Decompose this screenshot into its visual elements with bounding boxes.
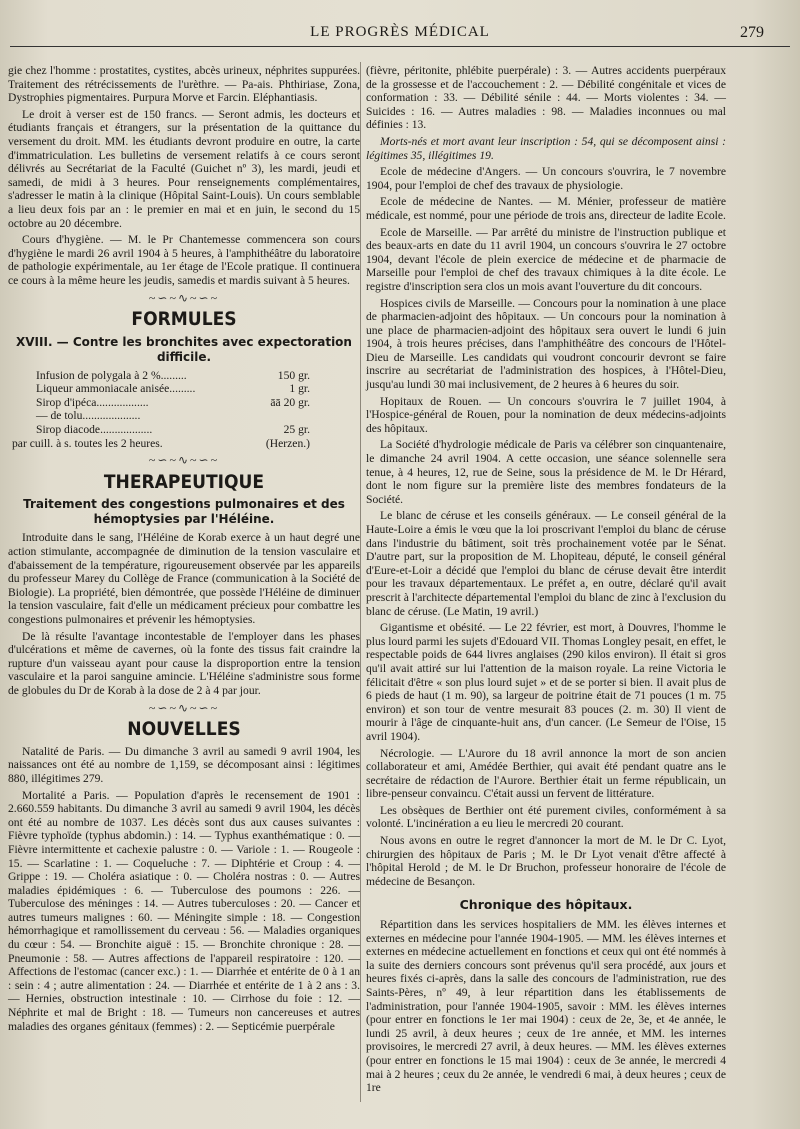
- section-title-therapeutique: THERAPEUTIQUE: [103, 470, 265, 493]
- left-column: [8, 64, 360, 1036]
- paragraph: Hospices civils de Marseille. — Concours pour la nomination à une place de pharmacien-adjoint des hôpitaux. — Un concours pour la nomination à une place de pharmacien-adjoint des hôpitaux sera ouvert le lundi 6 juin 1904, à trois heures précises, dans l'amphithéâtre des concours de l'Hôtel-Dieu de Marseille. Les candidats qui voudront concourir devront se faire inscrire au secrétariat de l'administration des hospices, à l'Hôtel-Dieu, jusqu'au lundi 30 mai inclusivement, de 2 heures à 6 heures du soir.: [366, 296, 726, 392]
- ingredient: Sirop diacode..................: [36, 423, 153, 437]
- paragraph: (fièvre, péritonite, phlébite puerpérale) : 3. — Autres accidents puerpéraux de la grossesse et de l'accouchement : 2. — Débilité congénitale et vices de conformation : 33. — Débilité sénile : 44. — Morts violentes : 34. — Suicides : 16. — Autres maladies : 98. — Maladies inconnues ou mal définies : 13.: [366, 64, 726, 132]
- posology: par cuill. à s. toutes les 2 heures.: [12, 436, 163, 450]
- dose: 25 gr.: [283, 423, 310, 437]
- ornament-divider: ~∽~∿~∽~: [148, 290, 220, 305]
- section-title-formules: FORMULES: [131, 308, 237, 331]
- author: (Herzen.): [265, 436, 310, 450]
- paragraph: Nous avons en outre le regret d'annoncer la mort de M. le Dr C. Lyot, chirurgien des hôpitaux de Paris ; M. le Dr Lyot venait d'être affecté à l'hôpital Herold ; de M. le Dr Bruchon, professeur honoraire de l'école de médecine de Besançon.: [366, 834, 726, 888]
- article-heading: Traitement des congestions pulmonaires et des hémoptysies par l'Héléine.: [23, 497, 345, 527]
- paragraph: Morts-nés et mort avant leur inscription : 54, qui se décomposent ainsi : légitimes 35, illégitimes 19.: [366, 134, 726, 162]
- column-divider: [360, 62, 361, 1102]
- paragraph: Les obsèques de Berthier ont été purement civiles, conformément à sa volonté. L'incinération a eu lieu le mercredi 20 courant.: [366, 803, 726, 831]
- ornament-divider: ~∽~∿~∽~: [148, 700, 220, 715]
- paragraph: Introduite dans le sang, l'Héléine de Korab exerce à un haut degré une action stimulante, accompagnée de diminution de la tension vasculaire et d'abaissement de la température, rigoureusement observée par les appareils du professeur Marey du Collège de France (communication à la Société de Biologie). La propriété, bien démontrée, que possède l'Héléine de diminuer la tension vasculaire, fait d'elle un médicament précieux pour combattre les congestions pulmonaires et prévenir les hémoptysies.: [8, 531, 360, 626]
- paragraph: Hopitaux de Rouen. — Un concours s'ouvrira le 7 juillet 1904, à l'Hospice-général de Rouen, pour la nomination de deux médecins-adjoints des hôpitaux.: [366, 394, 726, 435]
- paragraph: Cours d'hygiène. — M. le Pr Chantemesse commencera son cours d'hygiène le mardi 26 avril 1904 à 5 heures, à l'amphithéâtre du laboratoire de pathologie expérimentale, au 1er étage de l'Ecole pratique. Il continuera ce cours à la même heure les jeudis, samedis et mardis suivant à 5 heures.: [8, 233, 360, 287]
- formula-row: [8, 409, 360, 423]
- section-title-nouvelles: NOUVELLES: [127, 718, 241, 741]
- page-number: 279: [740, 24, 764, 41]
- header-rule: [10, 46, 790, 47]
- paragraph: La Société d'hydrologie médicale de Paris va célébrer son cinquantenaire, le dimanche 24 avril 1904. A cette occasion, une séance solennelle sera tenue, à 4 heures, 12, rue de Seine, sous la présidence de M. le Dr Hérard, dont le nom figure sur la première liste des membres fondateurs de la Société.: [366, 438, 726, 506]
- paragraph: Gigantisme et obésité. — Le 22 février, est mort, à Douvres, l'homme le plus lourd parmi les sujets d'Edouard VII. Thomas Longley pesait, en effet, le respectable poids de 644 livres anglaises (290 kilos environ). Il était si gros qu'il avait attiré sur lui l'attention de la maison royale. La reine Victoria le félicitait d'être « son plus lourd sujet » et de se porter si bien. Il avait plus de 6 pieds de haut (1 m. 90), sa largeur de poitrine était de 71 pouces (1 m. 75 environ) et son tour de ventre mesurait 83 pouces (2. m. 30) Il vient de mourir à l'âge de cinquante-huit ans, d'un cancer. (Le Semeur de l'Oise, 15 avril 1904).: [366, 621, 726, 743]
- ingredient: Infusion de polygala à 2 %.........: [36, 368, 187, 382]
- paragraph: Le blanc de céruse et les conseils généraux. — Le conseil général de la Haute-Loire a émis le vœu que la loi proscrivant l'emploi du blanc de céruse dans l'industrie du bâtiment, soit très prochainement votée par le Sénat. D'autre part, sur la proposition de M. Lhopiteau, député, le conseil général d'Eure-et-Loir a décidé que l'emploi du blanc de céruse devait être interdit pour les travaux départementaux. Le préfet a, en outre, déclaré qu'il avait prescrit à l'architecte départemental l'emploi du blanc de zinc à l'exclusion du blanc de céruse. (Le Matin, 19 avril.): [366, 509, 726, 618]
- paragraph: gie chez l'homme : prostatites, cystites, abcès urineux, néphrites suppurées. Traitement des rétrécissements de l'urèthre. — Pa-ais. Phthiriase, Zona, Dystrophies pigmentaires. Purpura Morve et Farcin. Eléphantiasis.: [8, 64, 360, 105]
- formula-heading: XVIII. — Contre les bronchites avec expectoration difficile.: [16, 334, 352, 364]
- section-title-chronique: Chronique des hôpitaux.: [459, 897, 633, 913]
- ingredient: Liqueur ammoniacale anisée.........: [36, 382, 196, 396]
- paragraph: Mortalité a Paris. — Population d'après le recensement de 1901 : 2.660.559 habitants. Du dimanche 3 avril au samedi 9 avril 1904, les décès ont été au nombre de 1037. Les décès sont dus aux causes suivantes : Fièvre typhoïde (typhus abdomin.) : 14. — Typhus exanthématique : 0. — Fièvre intermittente et cachexie palustre : 0. — Variole : 1. — Rougeole : 15. — Scarlatine : 1. — Coqueluche : 7. — Diphtérie et Croup : 4. — Grippe : 19. — Choléra asiatique : 0. — Choléra nostras : 0. — Autres maladies épidémiques : 6. — Tuberculose des poumons : 226. — Tuberculose des méninges : 14. — Autres tuberculoses : 20. — Cancer et autres tumeurs malignes : 60. — Méningite simple : 18. — Congestion hémorrhagique et ramollissement du cerveau : 56. — Maladies organiques du cœur : 54. — Bronchite aiguë : 15. — Bronchite chronique : 28. — Pneumonie : 58. — Autres affections de l'appareil respiratoire : 120. — Affections de l'estomac (cancer exc.) : 1. — Diarrhée et entérite de 0 à 1 an : sein : 4 ; autre alimentation : 24. — Diarrhée et entérite de 1 à 2 ans : 3. — Hernies, obstruction intestinale : 10. — Cirrhose du foie : 12. — Néphrite et mal de Bright : 18. — Tumeurs non cancereuses et autres maladies des organes génitaux (femmes) : 2. — Septicémie puerpérale: [8, 788, 360, 1033]
- dose: 150 gr.: [277, 368, 310, 382]
- dose: āā 20 gr.: [270, 395, 310, 409]
- dose: 1 gr.: [289, 382, 310, 396]
- paragraph: Ecole de Marseille. — Par arrêté du ministre de l'instruction publique et des beaux-arts en date du 11 avril 1904, un concours s'ouvrira le 27 octobre 1904, devant l'école de plein exercice de médecine et de pharmacie de Marseille pour l'emploi de chef des travaux chimiques à la dite école. Le registre d'inscription sera clos un mois avant l'ouverture du dit concours.: [366, 225, 726, 293]
- paragraph: Ecole de médecine d'Angers. — Un concours s'ouvrira, le 7 novembre 1904, pour l'emploi de chef des travaux de physiologie.: [366, 165, 726, 192]
- formula-row: [8, 382, 360, 396]
- formula-row: [8, 423, 360, 437]
- ingredient: — de tolu....................: [36, 409, 141, 423]
- formula-row: [8, 437, 360, 451]
- formula-block: [8, 369, 360, 451]
- paragraph: Nécrologie. — L'Aurore du 18 avril annonce la mort de son ancien collaborateur et ami, Amédée Berthier, qui avait été pendant quatre ans le secrétaire de rédaction de l'Aurore. Berthier était un ferme républicain, un libre-penseur convaincu. C'était aussi un fervent de littérature.: [366, 746, 726, 801]
- ornament-divider: ~∽~∿~∽~: [148, 453, 220, 468]
- paragraph: Le droit à verser est de 150 francs. — Seront admis, les docteurs et étudiants français et étrangers, sur la présentation de la quittance du versement du droit. MM. les étudiants devront produire en outre, la carte d'immatriculation. Les bulletins de versement relatifs à ce cours seront délivrés au Secrétariat de la Faculté (Guichet nº 3), les mardi, jeudi et samedi, de midi à 3 heures. Pour renseignements complémentaires, s'adresser le matin à la clinique (Hôpital Saint-Louis). Un cours semblable a lieu deux fois par an : le premier en mai et en juin, le second du 15 octobre au 20 décembre.: [8, 107, 360, 230]
- page-header: [0, 24, 800, 46]
- right-column: [366, 64, 726, 1098]
- paragraph: De là résulte l'avantage incontestable de l'employer dans les phases d'ulcérations et même de cavernes, où la fonte des tissus fait craindre la rupture d'un vaisseau ayant pour cause la disproportion entre la tension vasculaire et la paroi sanguine amincie. L'Héléine s'administre sous forme de globules du Dr de Korab à la dose de 2 à 4 par jour.: [8, 629, 360, 697]
- paragraph: Natalité de Paris. — Du dimanche 3 avril au samedi 9 avril 1904, les naissances ont été au nombre de 1,159, se décomposant ainsi : légitimes 880, illégitimes 279.: [8, 744, 360, 785]
- paragraph: Ecole de médecine de Nantes. — M. Ménier, professeur de matière médicale, est nommé, pour une période de trois ans, directeur de ladite Ecole.: [366, 195, 726, 222]
- formula-row: [8, 369, 360, 383]
- journal-title: LE PROGRÈS MÉDICAL: [310, 24, 490, 40]
- ingredient: Sirop d'ipéca..................: [36, 395, 149, 409]
- formula-row: [8, 396, 360, 410]
- paragraph: Répartition dans les services hospitaliers de MM. les élèves internes et externes en médecine pour l'année 1904-1905. — MM. les élèves internes et externes en médecine actuellement en fonctions et ceux qui ont été nommés à la suite des derniers concours sont prévenus qu'il sera procédé, aux jours et heures fixés ci-après, dans la salle des concours de l'administration, rue des Saints-Pères, nº 49, à leur répartition dans les établissements de l'administration, pour l'année 1904-1905, savoir : MM. les élèves internes (pour entrer en fonctions le 1er mai 1904) : ceux de 2e, 3e, et 4e année, le lundi 25 avril, à deux heures ; ceux de 1re année, et MM. les internes provisoires, le mercredi 27 avril, à deux heures. — MM. les élèves externes (pour entrer en fonctions le 15 mai 1904) : ceux de 3e année, le mercredi 4 mai à 2 heures ; ceux du 2e année, le vendredi 6 mai, à deux heures ; ceux de 1re: [366, 918, 726, 1095]
